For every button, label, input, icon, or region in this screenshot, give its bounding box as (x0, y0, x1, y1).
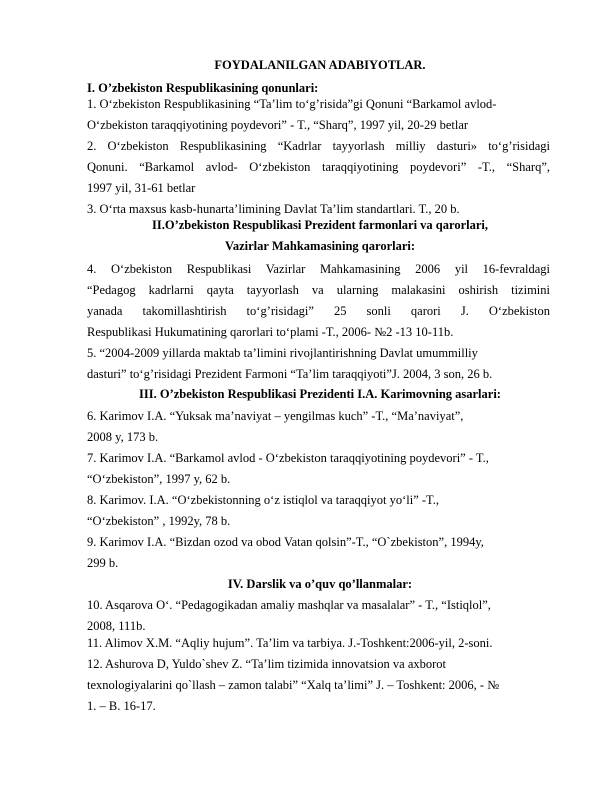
reference-6-line-1: 6. Karimov I.A. “Yuksak ma’naviyat – yengilmas kuch” -T., “Ma’naviyat”, (87, 409, 464, 423)
reference-2-line-2: Qonuni. “Barkamol avlod- O‘zbekiston taraqqiyotining poydevori” -T., “Sharq”, (87, 160, 550, 174)
reference-12-line-3: 1. – B. 16-17. (87, 699, 156, 713)
reference-8-line-1: 8. Karimov. I.A. “O‘zbekistonning o‘z istiqlol va taraqqiyot yo‘li” -T., (87, 493, 439, 507)
reference-12-line-2: texnologiyalarini qo`llash – zamon talabi” “Xalq ta’limi” J. – Toshkent: 2006, - № (87, 678, 500, 692)
section-2-heading-line-1: II.O’zbekiston Respublikasi Prezident farmonlari va qarorlari, (152, 218, 488, 232)
section-4-heading: IV. Darslik va o’quv qo’llanmalar: (227, 577, 413, 591)
section-3-heading: III. O’zbekiston Respublikasi Prezidenti I.A. Karimovning asarlari: (139, 387, 501, 401)
reference-2-line-1: 2. O‘zbekiston Respublikasining “Kadrlar tayyorlash milliy dasturi» to‘g’risidagi (87, 139, 550, 153)
reference-7-line-2: “O‘zbekiston”, 1997 y, 62 b. (87, 472, 231, 486)
reference-5-line-1: 5. “2004-2009 yillarda maktab ta’limini rivojlantirishning Davlat umummilliy (87, 346, 478, 360)
section-2-heading-line-2: Vazirlar Mahkamasining qarorlari: (224, 239, 416, 253)
reference-4-line-2: “Pedagog kadrlarni qayta tayyorlash va ularning malakasini oshirish tizimini (87, 283, 550, 297)
reference-11-line-1: 11. Alimov X.M. “Aqliy hujum”. Ta’lim va tarbiya. J.-Toshkent:2006-yil, 2-soni. (87, 636, 493, 650)
reference-6-line-2: 2008 y, 173 b. (87, 430, 159, 444)
reference-3-line-1: 3. O‘rta maxsus kasb-hunarta’limining Davlat Ta’lim standartlari. T., 20 b. (87, 202, 460, 216)
reference-9-line-1: 9. Karimov I.A. “Bizdan ozod va obod Vatan qolsin”-T., “O`zbekiston”, 1994y, (87, 535, 484, 549)
page-title: FOYDALANILGAN ADABIYOTLAR. (214, 58, 426, 72)
reference-5-line-2: dasturi” to‘g’risidagi Prezident Farmoni “Ta’lim taraqqiyoti”J. 2004, 3 son, 26 b. (87, 367, 493, 381)
reference-12-line-1: 12. Ashurova D, Yuldo`shev Z. “Ta’lim tizimida innovatsion va axborot (87, 657, 447, 671)
reference-10-line-2: 2008, 111b. (87, 619, 146, 633)
reference-1-line-1: 1. O‘zbekiston Respublikasining “Ta’lim to‘g’risida”gi Qonuni “Barkamol avlod- (87, 97, 497, 111)
reference-9-line-2: 299 b. (87, 556, 119, 570)
reference-7-line-1: 7. Karimov I.A. “Barkamol avlod - O‘zbekiston taraqqiyotining poydevori” - T., (87, 451, 489, 465)
reference-4-line-1: 4. O‘zbekiston Respublikasi Vazirlar Mahkamasining 2006 yil 16-fevraldagi (87, 262, 550, 276)
reference-4-line-4: Respublikasi Hukumatining qarorlari to‘plami -T., 2006- №2 -13 10-11b. (87, 325, 454, 339)
reference-2-line-3: 1997 yil, 31-61 betlar (87, 181, 196, 195)
reference-4-line-3: yanada takomillashtirish to‘g’risidagi” 25 sonli qarori J. O‘zbekiston (87, 304, 550, 318)
reference-10-line-1: 10. Asqarova O‘. “Pedagogikadan amaliy mashqlar va masalalar” - T., “Istiqlol”, (87, 598, 491, 612)
reference-8-line-2: “O‘zbekiston” , 1992y, 78 b. (87, 514, 231, 528)
section-1-heading: I. O’zbekiston Respublikasining qonunlari: (87, 81, 319, 95)
reference-1-line-2: O‘zbekiston taraqqiyotining poydevori” - T., “Sharq”, 1997 yil, 20-29 betlar (87, 118, 469, 132)
